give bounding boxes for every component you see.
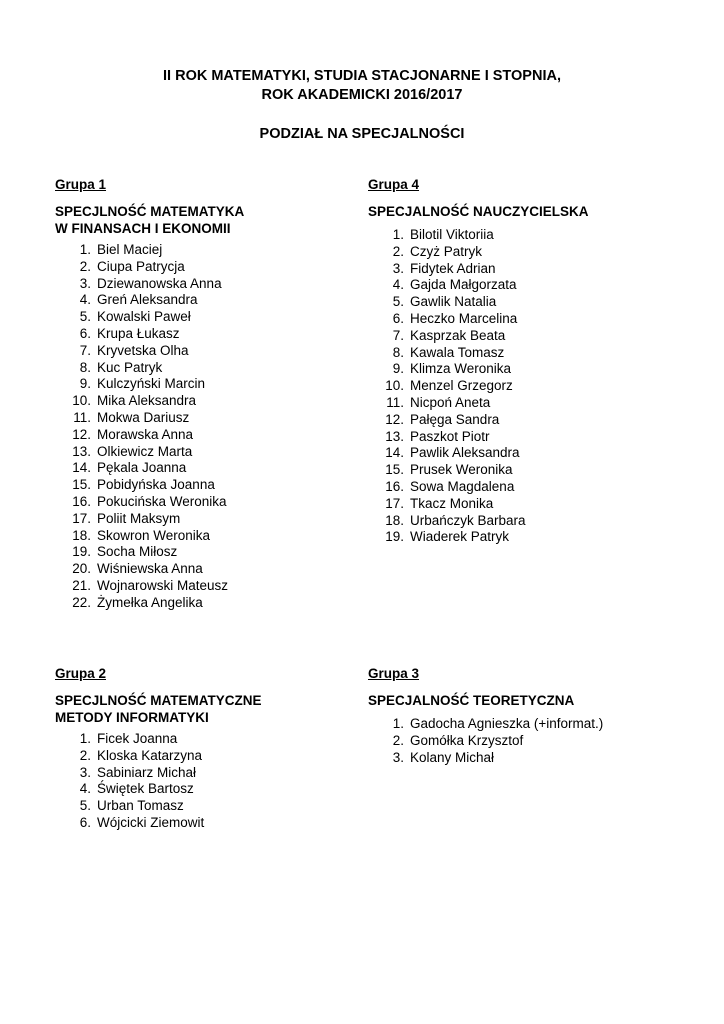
student-name: Wiśniewska Anna xyxy=(97,561,203,577)
list-item xyxy=(368,361,589,378)
list-item-number: 10. xyxy=(385,378,404,394)
list-item-number: 4. xyxy=(79,781,91,797)
student-name: Paszkot Piotr xyxy=(410,428,490,444)
student-list xyxy=(368,716,604,766)
student-name: Mika Aleksandra xyxy=(97,393,197,409)
list-item xyxy=(368,395,589,412)
list-item xyxy=(55,444,244,461)
student-name: Żymełka Angelika xyxy=(97,594,203,610)
list-item xyxy=(368,378,589,395)
list-item xyxy=(368,445,589,462)
list-item xyxy=(368,345,589,362)
list-item-number: 5. xyxy=(392,294,404,310)
student-name: Czyż Patryk xyxy=(410,243,483,259)
specialization-title-line: SPECJLNOŚĆ MATEMATYKA xyxy=(55,204,245,219)
list-item xyxy=(368,412,589,429)
list-item-number: 6. xyxy=(79,814,91,830)
student-name: Sabiniarz Michał xyxy=(97,764,197,780)
student-name: Wójcicki Ziemowit xyxy=(97,814,205,830)
list-item-number: 13. xyxy=(72,443,91,459)
student-name: Sowa Magdalena xyxy=(410,478,515,494)
list-item xyxy=(55,376,244,393)
student-name: Pałęga Sandra xyxy=(410,411,500,427)
list-item-number: 2. xyxy=(392,243,404,259)
list-item xyxy=(368,479,589,496)
list-item xyxy=(55,460,244,477)
student-name: Skowron Weronika xyxy=(97,527,211,543)
list-item-number: 5. xyxy=(79,798,91,814)
list-item-number: 13. xyxy=(385,428,404,444)
specialization-title-line: METODY INFORMATYKI xyxy=(55,710,209,725)
specialization-title xyxy=(55,692,262,726)
list-item xyxy=(368,311,589,328)
list-item-number: 8. xyxy=(392,344,404,360)
list-item xyxy=(368,227,589,244)
list-item-number: 14. xyxy=(385,445,404,461)
list-item-number: 16. xyxy=(385,478,404,494)
list-item-number: 12. xyxy=(72,426,91,442)
list-item-number: 19. xyxy=(385,529,404,545)
list-item xyxy=(55,494,244,511)
student-name: Poliit Maksym xyxy=(97,510,181,526)
student-name: Olkiewicz Marta xyxy=(97,443,193,459)
list-item-number: 4. xyxy=(79,292,91,308)
document-title-line2: ROK AKADEMICKI 2016/2017 xyxy=(261,87,463,103)
list-item xyxy=(55,748,262,765)
student-list xyxy=(55,242,244,612)
list-item xyxy=(55,731,262,748)
list-item xyxy=(55,309,244,326)
group-label: Grupa 4 xyxy=(368,177,420,192)
specialization-title xyxy=(55,203,244,237)
list-item xyxy=(55,393,244,410)
list-item-number: 11. xyxy=(73,409,91,425)
student-name: Dziewanowska Anna xyxy=(97,275,222,291)
list-item-number: 5. xyxy=(79,309,91,325)
student-name: Morawska Anna xyxy=(97,426,194,442)
student-name: Heczko Marcelina xyxy=(410,310,518,326)
list-item xyxy=(368,496,589,513)
list-item-number: 8. xyxy=(79,359,91,375)
list-item xyxy=(55,528,244,545)
specialization-title xyxy=(368,692,574,709)
list-item-number: 1. xyxy=(79,731,91,746)
list-item xyxy=(55,781,262,798)
student-name: Gajda Małgorzata xyxy=(410,277,517,293)
list-item xyxy=(55,292,244,309)
student-name: Klimza Weronika xyxy=(410,361,512,377)
list-item-number: 15. xyxy=(72,477,91,493)
specialization-title-line: W FINANSACH I EKONOMII xyxy=(55,221,231,236)
list-item xyxy=(55,511,244,528)
student-name: Nicpoń Aneta xyxy=(410,394,491,410)
list-item-number: 9. xyxy=(79,376,91,392)
list-item-number: 9. xyxy=(392,361,404,377)
student-name: Kawala Tomasz xyxy=(410,344,505,360)
list-item xyxy=(368,733,574,750)
list-item xyxy=(368,529,589,546)
list-item-number: 2. xyxy=(79,258,91,274)
student-name: Kuc Patryk xyxy=(97,359,163,375)
specialization-title-line: SPECJALNOŚĆ NAUCZYCIELSKA xyxy=(368,204,589,219)
list-item xyxy=(368,277,589,294)
group-label: Grupa 2 xyxy=(55,666,107,681)
list-item xyxy=(368,244,589,261)
list-item xyxy=(368,261,589,278)
student-list xyxy=(55,731,262,832)
list-item xyxy=(55,561,244,578)
list-item-number: 21. xyxy=(72,577,91,593)
list-item xyxy=(55,259,244,276)
student-name: Gawlik Natalia xyxy=(410,294,497,310)
list-item xyxy=(55,578,244,595)
student-name: Ficek Joanna xyxy=(97,731,178,746)
student-name: Świętek Bartosz xyxy=(97,781,194,797)
student-list xyxy=(368,227,589,546)
student-name: Pawlik Aleksandra xyxy=(410,445,520,461)
student-name: Kryvetska Olha xyxy=(97,342,189,358)
student-name: Wiaderek Patryk xyxy=(410,529,510,545)
student-name: Kulczyński Marcin xyxy=(97,376,206,392)
list-item-number: 4. xyxy=(392,277,404,293)
list-item-number: 6. xyxy=(79,325,91,341)
list-item-number: 2. xyxy=(79,747,91,763)
student-name: Prusek Weronika xyxy=(410,462,513,478)
list-item xyxy=(55,815,262,832)
student-name: Mokwa Dariusz xyxy=(97,409,190,425)
list-item-number: 22. xyxy=(72,594,91,610)
student-name: Ciupa Patrycja xyxy=(97,258,185,274)
list-item xyxy=(55,276,244,293)
list-item-number: 10. xyxy=(72,393,91,409)
list-item xyxy=(55,544,244,561)
student-name: Bilotil Viktoriia xyxy=(410,227,494,242)
list-item xyxy=(55,595,244,612)
student-name: Gadocha Agnieszka (+informat.) xyxy=(410,716,604,731)
list-item-number: 12. xyxy=(385,411,404,427)
student-name: Fidytek Adrian xyxy=(410,260,496,276)
list-item-number: 1. xyxy=(392,227,404,242)
list-item-number: 7. xyxy=(392,327,404,343)
student-name: Urban Tomasz xyxy=(97,798,184,814)
list-item-number: 2. xyxy=(392,732,404,748)
student-name: Kolany Michał xyxy=(410,749,495,765)
list-item xyxy=(55,326,244,343)
list-item-number: 18. xyxy=(385,512,404,528)
group-2-section xyxy=(55,665,262,832)
student-name: Pękala Joanna xyxy=(97,460,187,476)
specialization-title-line: SPECJLNOŚĆ MATEMATYCZNE xyxy=(55,693,262,708)
list-item xyxy=(55,427,244,444)
list-item xyxy=(55,242,244,259)
list-item-number: 11. xyxy=(386,394,404,410)
list-item-number: 1. xyxy=(392,716,404,731)
list-item-number: 18. xyxy=(72,527,91,543)
student-name: Tkacz Monika xyxy=(410,495,494,511)
student-name: Krupa Łukasz xyxy=(97,325,180,341)
list-item-number: 20. xyxy=(72,561,91,577)
specialization-title xyxy=(368,203,589,220)
list-item-number: 14. xyxy=(72,460,91,476)
group-label: Grupa 1 xyxy=(55,177,107,192)
group-label: Grupa 3 xyxy=(368,666,420,681)
group-4-section xyxy=(368,176,589,546)
student-name: Pobidyńska Joanna xyxy=(97,477,215,493)
list-item-number: 17. xyxy=(385,495,404,511)
student-name: Pokucińska Weronika xyxy=(97,493,227,509)
student-name: Biel Maciej xyxy=(97,242,163,257)
list-item-number: 3. xyxy=(79,275,91,291)
list-item-number: 19. xyxy=(72,544,91,560)
student-name: Menzel Grzegorz xyxy=(410,378,513,394)
list-item xyxy=(55,410,244,427)
student-name: Kloska Katarzyna xyxy=(97,747,203,763)
student-name: Socha Miłosz xyxy=(97,544,178,560)
list-item-number: 7. xyxy=(79,342,91,358)
document-title-line1: II ROK MATEMATYKI, STUDIA STACJONARNE I STOPNIA, xyxy=(163,68,561,84)
list-item-number: 3. xyxy=(392,749,404,765)
list-item xyxy=(368,328,589,345)
list-item-number: 6. xyxy=(392,310,404,326)
student-name: Kasprzak Beata xyxy=(410,327,506,343)
group-3-section xyxy=(368,665,604,766)
specialization-title-line: SPECJALNOŚĆ TEORETYCZNA xyxy=(368,693,575,708)
student-name: Gomółka Krzysztof xyxy=(410,732,524,748)
list-item-number: 16. xyxy=(72,493,91,509)
list-item xyxy=(55,343,244,360)
list-item xyxy=(55,798,262,815)
document-subtitle: PODZIAŁ NA SPECJALNOŚCI xyxy=(259,126,465,142)
list-item xyxy=(368,462,589,479)
list-item-number: 17. xyxy=(72,510,91,526)
list-item xyxy=(368,513,589,530)
student-name: Greń Aleksandra xyxy=(97,292,198,308)
list-item-number: 1. xyxy=(79,242,91,257)
student-name: Urbańczyk Barbara xyxy=(410,512,526,528)
list-item xyxy=(55,765,262,782)
list-item xyxy=(368,750,574,767)
list-item xyxy=(55,360,244,377)
group-1-section xyxy=(55,176,244,612)
list-item-number: 3. xyxy=(392,260,404,276)
student-name: Wojnarowski Mateusz xyxy=(97,577,229,593)
list-item xyxy=(55,477,244,494)
list-item-number: 3. xyxy=(79,764,91,780)
student-name: Kowalski Paweł xyxy=(97,309,191,325)
list-item-number: 15. xyxy=(385,462,404,478)
list-item xyxy=(368,429,589,446)
list-item xyxy=(368,294,589,311)
list-item xyxy=(368,716,604,733)
